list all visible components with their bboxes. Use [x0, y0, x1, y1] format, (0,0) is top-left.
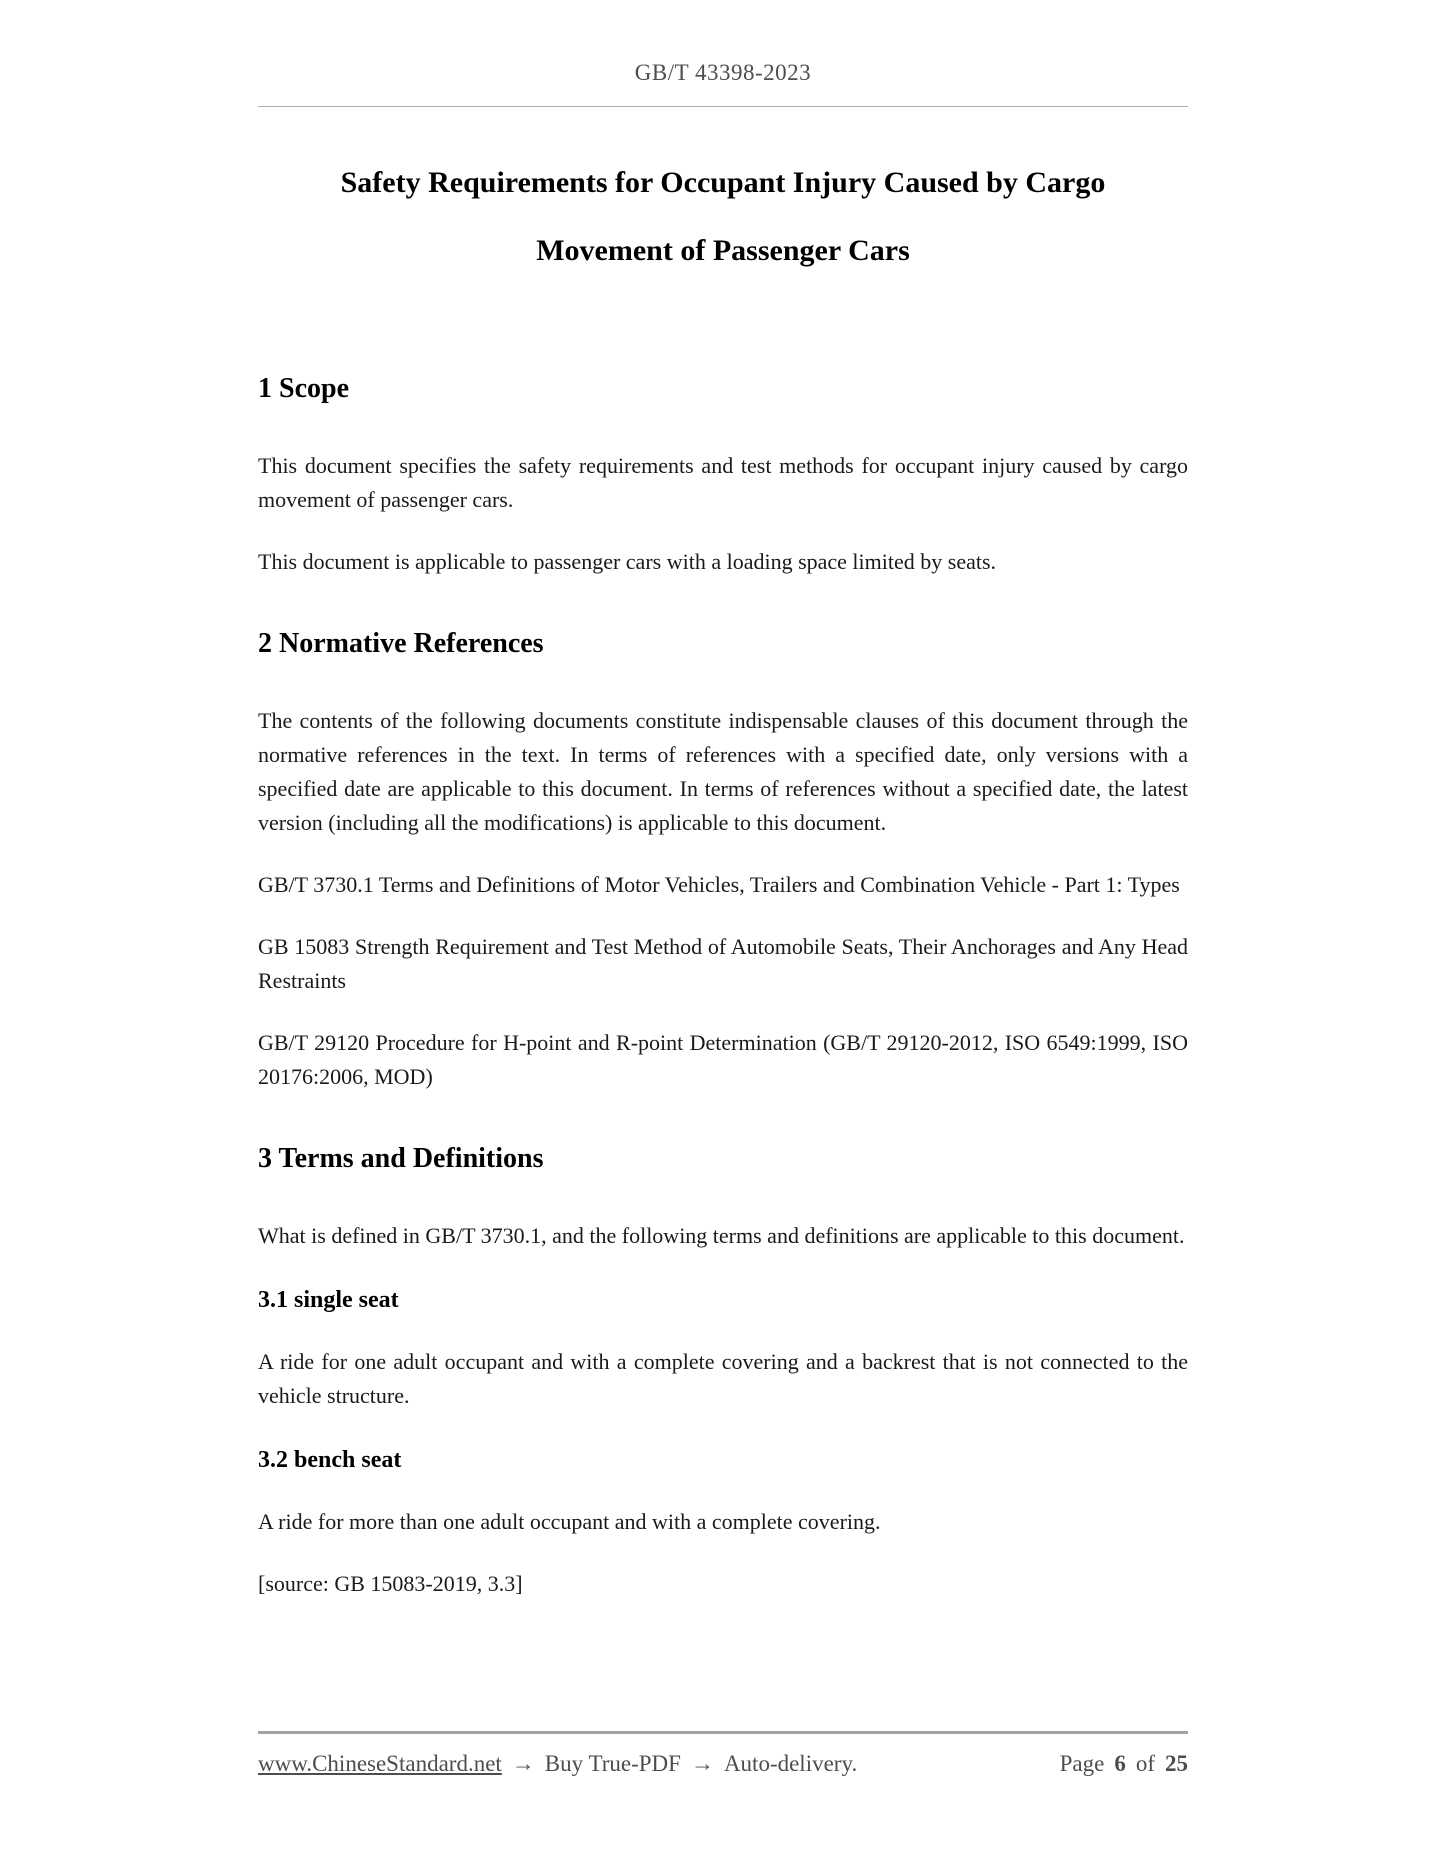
document-title-line2: Movement of Passenger Cars — [536, 234, 910, 267]
term-3-1-definition: A ride for one adult occupant and with a complete covering and a backrest that is not connected to the vehicle structure. — [258, 1349, 1188, 1408]
auto-delivery-label: Auto-delivery. — [723, 1751, 858, 1776]
footer-divider — [258, 1731, 1188, 1734]
terms-intro-paragraph: What is defined in GB/T 3730.1, and the following terms and definitions are applicable to this document. — [258, 1223, 1185, 1248]
section-normative-references-heading: 2 Normative References — [258, 628, 544, 659]
arrow-right-icon: → — [511, 1751, 535, 1776]
term-3-2-definition: A ride for more than one adult occupant and with a complete covering. — [258, 1509, 881, 1534]
scope-paragraph-1: This document specifies the safety requirements and test methods for occupant injury caused by cargo movement of passenger cars. — [258, 453, 1188, 512]
document-title — [258, 149, 1188, 285]
arrow-right-icon: → — [690, 1751, 714, 1776]
page-indicator — [1060, 1750, 1188, 1778]
site-link[interactable]: www.ChineseStandard.net — [258, 1751, 502, 1776]
header-divider — [258, 106, 1188, 107]
normative-reference-3: GB/T 29120 Procedure for H-point and R-point Determination (GB/T 29120-2012, ISO 6549:1999, ISO 20176:2006, MOD) — [258, 1030, 1188, 1089]
section-terms-definitions-heading: 3 Terms and Definitions — [258, 1143, 544, 1174]
scope-paragraph-2: This document is applicable to passenger cars with a loading space limited by seats. — [258, 549, 997, 574]
buy-true-pdf-label: Buy True-PDF — [544, 1751, 681, 1776]
term-3-2-bench-seat-heading: 3.2 bench seat — [258, 1447, 402, 1473]
total-page-number: 25 — [1165, 1751, 1188, 1776]
current-page-number: 6 — [1114, 1751, 1126, 1776]
footer-row — [258, 1750, 1188, 1778]
normative-reference-2: GB 15083 Strength Requirement and Test Method of Automobile Seats, Their Anchorages and Any Head Restraints — [258, 934, 1188, 993]
footer-left — [258, 1750, 857, 1778]
term-3-1-single-seat-heading: 3.1 single seat — [258, 1287, 399, 1313]
normative-reference-1: GB/T 3730.1 Terms and Definitions of Motor Vehicles, Trailers and Combination Vehicle - Part 1: Types — [258, 872, 1180, 897]
document-title-line1: Safety Requirements for Occupant Injury Caused by Cargo — [340, 166, 1106, 199]
page-label: Page — [1059, 1751, 1105, 1776]
of-label: of — [1135, 1751, 1155, 1776]
page-footer — [258, 1731, 1188, 1778]
source-note: [source: GB 15083-2019, 3.3] — [258, 1571, 523, 1596]
normative-intro-paragraph: The contents of the following documents constitute indispensable clauses of this document through the normative references in the text. In terms of references with a specified date, only versions with a specified date are applicable to this document. In terms of references without a specified date, the latest version (including all the modifications) is applicable to this document. — [258, 708, 1188, 835]
section-scope-heading: 1 Scope — [258, 373, 349, 404]
doc-number: GB/T 43398-2023 — [634, 60, 812, 85]
